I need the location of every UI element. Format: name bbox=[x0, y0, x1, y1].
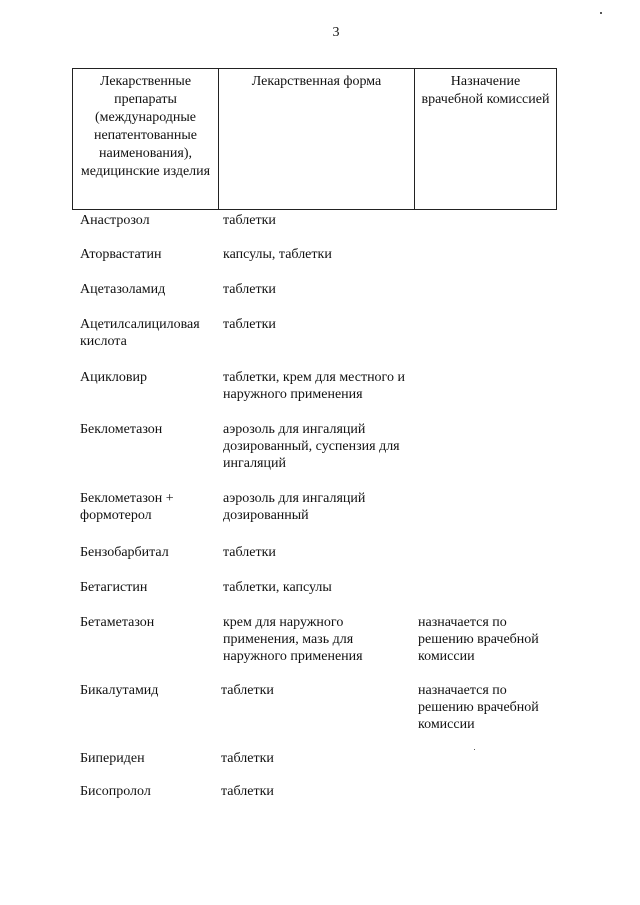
drug-name: Ацетилсалициловая кислота bbox=[80, 317, 200, 349]
drug-name: Беклометазон + формотерол bbox=[80, 491, 174, 523]
dosage-form: таблетки, крем для местного и наружного применения bbox=[223, 370, 405, 402]
dosage-form: крем для наружного применения, мазь для наружного применения bbox=[223, 615, 363, 664]
drug-name: Беклометазон bbox=[80, 422, 163, 437]
header-commission: Назначение врачебной комиссией bbox=[421, 74, 550, 107]
drug-name: Анастрозол bbox=[80, 213, 150, 228]
header-drug-name: Лекарственные препараты (международные непатентованные наименования), медицинские изделия bbox=[73, 69, 219, 209]
drug-name: Аторвастатин bbox=[80, 247, 162, 262]
drug-name: Бикалутамид bbox=[80, 683, 159, 698]
dosage-form: таблетки bbox=[223, 317, 276, 332]
drug-name: Бипериден bbox=[80, 751, 145, 766]
scan-speck bbox=[600, 12, 602, 14]
dosage-form: таблетки bbox=[221, 751, 274, 766]
drug-name: Ацетазоламид bbox=[80, 282, 166, 297]
dosage-form: таблетки bbox=[223, 213, 276, 228]
scan-speck bbox=[474, 749, 475, 750]
dosage-form: аэрозоль для ингаляций дозированный bbox=[223, 491, 366, 523]
dosage-form: таблетки bbox=[223, 282, 276, 297]
header-dosage-form: Лекарственная форма bbox=[219, 69, 415, 209]
drug-name: Бетагистин bbox=[80, 580, 148, 595]
drug-name: Ацикловир bbox=[80, 370, 147, 385]
dosage-form: капсулы, таблетки bbox=[223, 247, 332, 262]
dosage-form: аэрозоль для ингаляций дозированный, суспензия для ингаляций bbox=[223, 422, 400, 471]
page-number: 3 bbox=[332, 25, 340, 40]
dosage-form: таблетки bbox=[223, 545, 276, 560]
table-header bbox=[72, 68, 557, 210]
drug-name: Бисопролол bbox=[80, 784, 151, 799]
dosage-form: таблетки, капсулы bbox=[223, 580, 332, 595]
dosage-form: таблетки bbox=[221, 683, 274, 698]
drug-name: Бензобарбитал bbox=[80, 545, 169, 560]
dosage-form: таблетки bbox=[221, 784, 274, 799]
commission-note: назначается по решению врачебной комиссии bbox=[418, 683, 539, 732]
drug-name: Бетаметазон bbox=[80, 615, 155, 630]
commission-note: назначается по решению врачебной комиссии bbox=[418, 615, 539, 664]
